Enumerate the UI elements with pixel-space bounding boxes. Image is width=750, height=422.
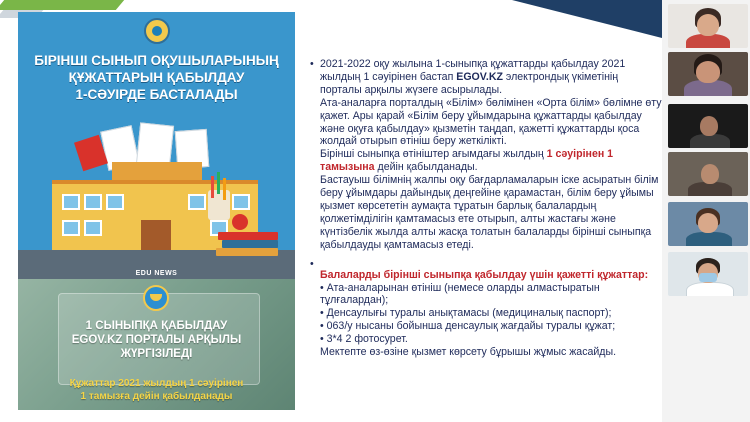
paragraph-eligibility: Бастауыш білімнің жалпы оқу бағдарламаларын іске асыратын білім беру ұйымдары дайындық деңгейіне қарамастан, білім беру ұйымы қызмет көрсететін аумақта тұратын барлық балалардың қолжетімділігін қамтамасыз ете отырып, алты жастағы және күнтізбелік жылда алты жасқа толатын балаларды бірінші сыныпқа қабылдауды қамтамасыз етеді.: [320, 174, 659, 251]
poster-top-title-line: 1-СӘУІРДЕ БАСТАЛАДЫ: [75, 87, 238, 102]
participant-video-tile[interactable]: [668, 4, 748, 48]
poster-top-title-line: БІРІНШІ СЫНЫП ОҚУШЫЛАРЫНЫҢ: [34, 53, 279, 68]
egov-link-text: EGOV.KZ: [456, 70, 503, 83]
participant-video-tile[interactable]: [668, 152, 748, 196]
school-roof: [112, 162, 202, 182]
poster-bottom-title-line: ЖҮРГІЗІЛЕДІ: [120, 348, 193, 360]
document-list-item: • 3*4 2 фотосурет.: [320, 333, 408, 346]
school-window: [106, 194, 124, 210]
highlighted-dates: 1 сәуірінен 1 тамызына: [320, 148, 614, 174]
school-window: [84, 220, 102, 236]
slide-corner-decoration: [512, 0, 662, 38]
participant-shoulders: [690, 134, 730, 148]
document-illustration: [136, 122, 174, 167]
paragraph-instructions: Ата-аналарға порталдың «Білім» бөлімінен «Орта білім» бөлімне өту қажет. Ары қарай «Білім беру ұйымдарына құжаттарды қабылдау және оқуға қабылдау» қызметін таңдап, қажетті құжаттарды қоса жолдай отырып өтініш беру жеткілікті.: [320, 96, 662, 148]
bullet-dot: •: [310, 257, 314, 270]
poster-footer-label: EDU NEWS: [135, 270, 178, 277]
book-illustration: [218, 232, 278, 240]
egov-logo-icon: [143, 285, 169, 311]
participant-video-tile[interactable]: [668, 252, 748, 296]
poster-bottom-title-line: EGOV.KZ ПОРТАЛЫ АРҚЫЛЫ: [71, 334, 242, 346]
participant-video-tile[interactable]: [668, 104, 748, 148]
poster-bottom-subtitle: [28, 377, 285, 403]
participants-video-panel: [662, 0, 750, 422]
poster-bottom-title-line: 1 СЫНЫПҚА ҚАБЫЛДАУ: [85, 320, 228, 332]
participant-video-tile[interactable]: [668, 52, 748, 96]
school-door: [141, 220, 171, 250]
bullet-dot: •: [310, 58, 314, 70]
poster-first-grade-admission: [18, 12, 295, 279]
participant-face: [701, 164, 719, 184]
documents-heading: Балаларды бірінші сыныпқа қабылдау үшін қажетті құжаттар:: [320, 268, 649, 281]
poster-egov-portal: [18, 279, 295, 410]
school-window: [62, 220, 80, 236]
book-illustration: [222, 240, 278, 248]
poster-bottom-subtitle-line: Құжаттар 2021 жылдың 1 сәуірінен: [69, 378, 244, 389]
pencil-illustration: [211, 176, 214, 198]
paragraph-intro: [320, 58, 662, 97]
closing-note: Мектепте өз-өзіне қызмет көрсету бұрышы жұмыс жасайды.: [320, 346, 617, 359]
paragraph-dates: [320, 148, 662, 174]
participant-shoulders: [686, 282, 734, 296]
book-illustration: [216, 248, 278, 256]
school-window: [188, 194, 206, 210]
apple-illustration: [232, 214, 248, 230]
bullet-section-1: [310, 58, 662, 252]
bullet-section-2: [310, 258, 662, 359]
pencil-illustration: [223, 178, 226, 200]
pencil-illustration: [217, 172, 220, 194]
ministry-emblem-icon: [144, 18, 170, 44]
participant-face: [696, 61, 720, 83]
face-mask: [699, 273, 717, 282]
participant-shoulders: [686, 34, 730, 48]
document-list-item: • Денсаулығы туралы анықтамасы (медициналық паспорт);: [320, 307, 612, 320]
participant-face: [698, 213, 718, 233]
school-window: [62, 194, 80, 210]
document-list-item: • 063/у нысаны бойынша денсаулық жағдайы туралы құжат;: [320, 320, 616, 333]
poster-bottom-subtitle-line: 1 тамызға дейін қабылданады: [80, 391, 233, 402]
participant-face: [700, 116, 718, 136]
poster-top-title-line: ҚҰЖАТТАРЫН ҚАБЫЛДАУ: [68, 70, 245, 85]
paragraph-text: 2021-2022 оқу жылына 1-сыныпқа құжаттарды қабылдау 2021 жылдың 1 сәуірінен бастап: [320, 58, 626, 83]
participant-video-tile[interactable]: [668, 202, 748, 246]
paragraph-text: Бірінші сыныпқа өтініштер ағымдағы жылдың: [320, 148, 547, 161]
slide-corner-stripe-green: [0, 0, 124, 10]
paragraph-text: дейін қабылданады.: [374, 161, 478, 174]
document-list-item: • Ата-аналарынан өтініш (немесе оларды алмастыратын тұлғалардан);: [320, 281, 600, 307]
poster-top-title: [26, 52, 287, 103]
school-window: [84, 194, 102, 210]
participant-shoulders: [688, 182, 732, 196]
poster-bottom-title: [28, 319, 285, 361]
participant-shoulders: [686, 232, 732, 246]
school-window: [232, 194, 250, 210]
slide-text-content: [310, 58, 662, 359]
participant-face: [697, 14, 719, 36]
paragraph-text: электрондық үкіметінің порталы арқылы жүзеге асырылады.: [320, 70, 619, 96]
